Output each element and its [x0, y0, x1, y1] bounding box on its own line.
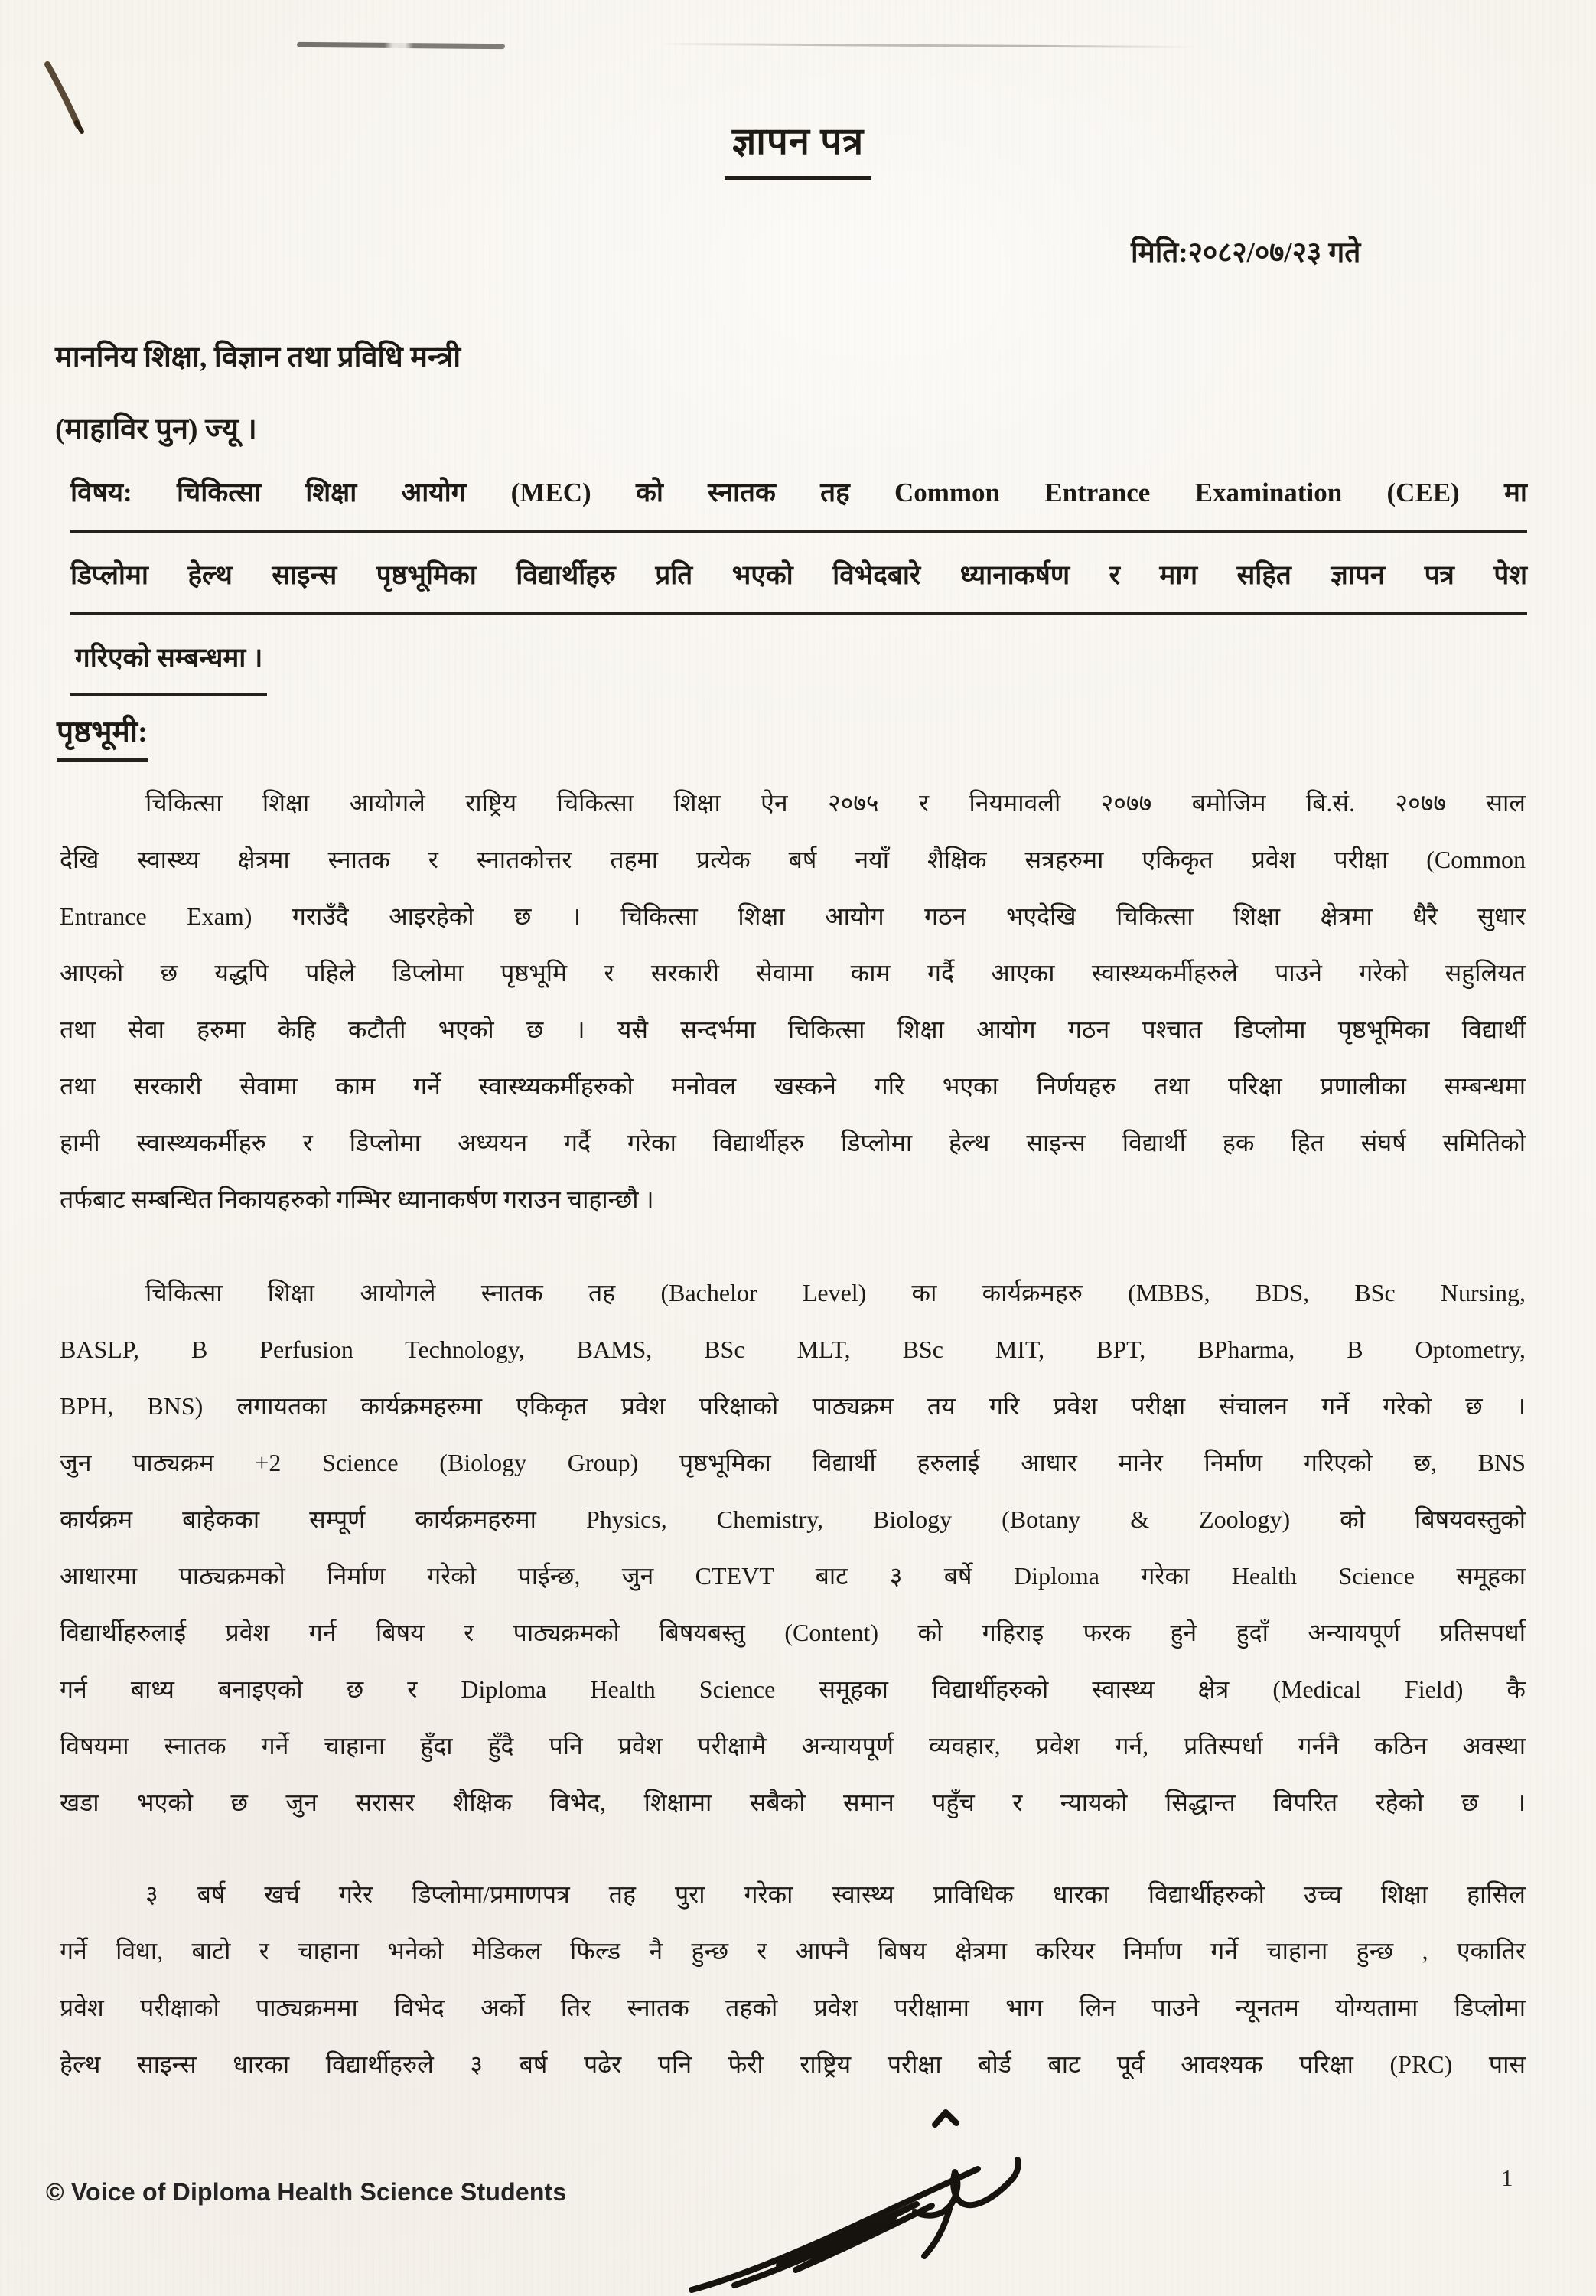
date-line: मिति:२०८२/०७/२३ गते: [1131, 237, 1361, 269]
handwritten-signature: [689, 2103, 1025, 2296]
section-heading: [57, 710, 148, 762]
text-line: तथा सेवा हरुमा केहि कटौती भएको छ । यसै सन्दर्भमा चिकित्सा शिक्षा आयोग गठन पश्चात डिप्लोमा पृष्ठभूमिका विद्यार्थी: [60, 1016, 1526, 1043]
addressee-block: [55, 321, 461, 465]
subject-line-3-text: गरिएको सम्बन्धमा ।: [70, 634, 267, 696]
paragraph-3: [60, 1866, 1526, 2092]
text-line: हेल्थ साइन्स धारका विद्यार्थीहरुले ३ बर्ष पढेर पनि फेरी राष्ट्रिय परीक्षा बोर्ड बाट पूर्व आवश्यक परिक्षा (PRC) पास: [60, 2050, 1526, 2078]
text-line: Entrance Exam) गराउँदै आइरहेको छ । चिकित्सा शिक्षा आयोग गठन भएदेखि चिकित्सा शिक्षा क्षेत्रमा धैरै सुधार: [60, 902, 1526, 930]
text-line: BASLP, B Perfusion Technology, BAMS, BSc MLT, BSc MIT, BPT, BPharma, B Optometry,: [60, 1336, 1526, 1363]
subject-line-3: [70, 634, 1527, 696]
text-line: BPH, BNS) लगायतका कार्यक्रमहरुमा एकिकृत प्रवेश परिक्षाको पाठ्यक्रम तय गरि प्रवेश परीक्षा संचालन गर्ने गरेको छ ।: [60, 1392, 1526, 1420]
text-line: गर्न बाध्य बनाइएको छ र Diploma Health Science समूहका विद्यार्थीहरुको स्वास्थ्य क्षेत्र (Medical Field) कै: [60, 1675, 1526, 1703]
text-line: हामी स्वास्थ्यकर्मीहरु र डिप्लोमा अध्ययन गर्दै गरेका विद्यार्थीहरु डिप्लोमा हेल्थ साइन्स विद्यार्थी हक हित संघर्ष समितिको: [60, 1129, 1526, 1156]
addressee-line-2: (माहाविर पुन) ज्यू ।: [55, 413, 257, 445]
text-line: विषयमा स्नातक गर्ने चाहाना हुँदा हुँदै पनि प्रवेश परीक्षामै अन्यायपूर्ण व्यवहार, प्रवेश गर्न, प्रतिस्पर्धा गर्ननै कठिन अवस्था: [60, 1732, 1526, 1760]
text-line: तथा सरकारी सेवामा काम गर्ने स्वास्थ्यकर्मीहरुको मनोवल खस्कने गरि भएका निर्णयहरु तथा परिक्षा प्रणालीका सम्बन्धमा: [60, 1072, 1526, 1100]
text-line: खडा भएको छ जुन सरासर शैक्षिक विभेद, शिक्षामा सबैको समान पहुँच र न्यायको सिद्धान्त विपरित रहेको छ ।: [60, 1789, 1526, 1816]
text-line: विद्यार्थीहरुलाई प्रवेश गर्न बिषय र पाठ्यक्रमको बिषयबस्तु (Content) को गहिराइ फरक हुने हुदाँ अन्यायपूर्ण प्रतिसपर्धा: [60, 1619, 1526, 1646]
scan-scratch-line: [658, 43, 1198, 48]
paragraph-2: [60, 1264, 1526, 1831]
title-wrap: [0, 115, 1596, 180]
footer-watermark: © Voice of Diploma Health Science Students: [46, 2178, 567, 2206]
text-line: प्रवेश परीक्षाको पाठ्यक्रममा विभेद अर्को तिर स्नातक तहको प्रवेश परीक्षामा भाग लिन पाउने न्यूनतम योग्यतामा डिप्लोमा: [60, 1994, 1526, 2021]
text-line: तर्फबाट सम्बन्धित निकायहरुको गम्भिर ध्यानाकर्षण गराउन चाहान्छौ ।: [60, 1186, 654, 1213]
text-line: गर्ने विधा, बाटो र चाहाना भनेको मेडिकल फिल्ड नै हुन्छ र आफ्नै बिषय क्षेत्रमा करियर निर्माण गर्ने चाहाना हुन्छ , एकातिर: [60, 1937, 1526, 1965]
subject-line-1: विषय: चिकित्सा शिक्षा आयोग (MEC) को स्नातक तह Common Entrance Examination (CEE) मा: [70, 468, 1527, 533]
text-line: चिकित्सा शिक्षा आयोगले स्नातक तह (Bachelor Level) का कार्यक्रमहरु (MBBS, BDS, BSc Nursing,: [145, 1279, 1526, 1306]
text-line: आधारमा पाठ्यक्रमको निर्माण गरेको पाईन्छ, जुन CTEVT बाट ३ बर्षे Diploma गरेका Health Science समूहका: [60, 1562, 1526, 1590]
page-number: 1: [1501, 2164, 1513, 2191]
text-line: जुन पाठ्यक्रम +2 Science (Biology Group) पृष्ठभूमिका विद्यार्थी हरुलाई आधार मानेर निर्माण गरिएको छ, BNS: [60, 1449, 1526, 1476]
section-heading-text: पृष्ठभूमी:: [57, 710, 148, 762]
text-line: आएको छ यद्धपि पहिले डिप्लोमा पृष्ठभूमि र सरकारी सेवामा काम गर्दै आएका स्वास्थ्यकर्मीहरुले पाउने गरेको सहुलियत: [60, 959, 1526, 987]
addressee-line-1: माननिय शिक्षा, विज्ञान तथा प्रविधि मन्त्री: [55, 341, 461, 373]
subject-line-2: डिप्लोमा हेल्थ साइन्स पृष्ठभूमिका विद्यार्थीहरु प्रति भएको विभेदबारे ध्यानाकर्षण र माग सहित ज्ञापन पत्र पेश: [70, 551, 1527, 615]
subject-block: [70, 468, 1527, 715]
page-title: ज्ञापन पत्र: [725, 115, 871, 180]
text-line: कार्यक्रम बाहेकका सम्पूर्ण कार्यक्रमहरुमा Physics, Chemistry, Biology (Botany & Zoology) को बिषयवस्तुको: [60, 1505, 1526, 1533]
text-line: देखि स्वास्थ्य क्षेत्रमा स्नातक र स्नातकोत्तर तहमा प्रत्येक बर्ष नयाँ शैक्षिक सत्रहरुमा एकिकृत प्रवेश परीक्षा (Common: [60, 846, 1526, 873]
scan-edge-smudge: [297, 42, 505, 49]
paragraph-1: [60, 775, 1526, 1228]
text-line: ३ बर्ष खर्च गरेर डिप्लोमा/प्रमाणपत्र तह पुरा गरेका स्वास्थ्य प्राविधिक धारका विद्यार्थीहरुको उच्च शिक्षा हासिल: [145, 1880, 1526, 1908]
text-line: चिकित्सा शिक्षा आयोगले राष्ट्रिय चिकित्सा शिक्षा ऐन २०७५ र नियमावली २०७७ बमोजिम बि.सं. २०७७ साल: [145, 789, 1526, 817]
